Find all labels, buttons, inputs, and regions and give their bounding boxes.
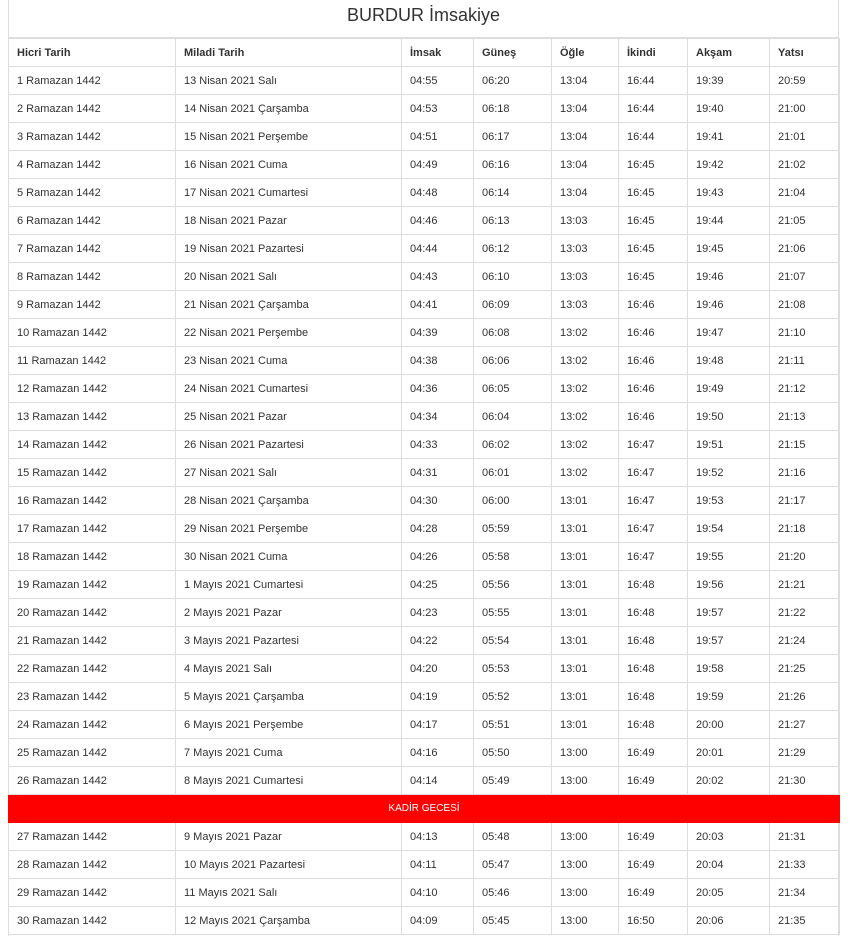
cell-ikindi: 16:48: [619, 599, 688, 627]
cell-yatsi: 21:22: [770, 599, 840, 627]
cell-ogle: 13:00: [552, 879, 619, 907]
cell-imsak: 04:28: [402, 515, 474, 543]
cell-miladi-tarih: 15 Nisan 2021 Perşembe: [176, 123, 402, 151]
cell-gunes: 06:16: [474, 151, 552, 179]
cell-gunes: 06:04: [474, 403, 552, 431]
cell-hicri-tarih: 4 Ramazan 1442: [9, 151, 176, 179]
cell-imsak: 04:17: [402, 711, 474, 739]
cell-imsak: 04:16: [402, 739, 474, 767]
cell-ikindi: 16:49: [619, 823, 688, 851]
cell-imsak: 04:41: [402, 291, 474, 319]
table-row: [9, 235, 840, 263]
cell-yatsi: 21:05: [770, 207, 840, 235]
cell-gunes: 05:50: [474, 739, 552, 767]
cell-ogle: 13:03: [552, 207, 619, 235]
cell-gunes: 06:02: [474, 431, 552, 459]
table-row: [9, 403, 840, 431]
cell-ikindi: 16:47: [619, 431, 688, 459]
cell-imsak: 04:30: [402, 487, 474, 515]
cell-aksam: 19:46: [688, 291, 770, 319]
cell-ikindi: 16:44: [619, 95, 688, 123]
cell-yatsi: 21:27: [770, 711, 840, 739]
cell-gunes: 05:59: [474, 515, 552, 543]
cell-imsak: 04:38: [402, 347, 474, 375]
cell-ikindi: 16:49: [619, 879, 688, 907]
cell-ikindi: 16:48: [619, 711, 688, 739]
cell-ikindi: 16:44: [619, 123, 688, 151]
cell-yatsi: 21:26: [770, 683, 840, 711]
table-row: [9, 375, 840, 403]
cell-miladi-tarih: 27 Nisan 2021 Salı: [176, 459, 402, 487]
cell-miladi-tarih: 4 Mayıs 2021 Salı: [176, 655, 402, 683]
cell-yatsi: 21:15: [770, 431, 840, 459]
cell-ogle: 13:00: [552, 739, 619, 767]
cell-miladi-tarih: 18 Nisan 2021 Pazar: [176, 207, 402, 235]
cell-ogle: 13:01: [552, 599, 619, 627]
cell-ikindi: 16:46: [619, 319, 688, 347]
table-row: [9, 151, 840, 179]
table-row: [9, 711, 840, 739]
cell-yatsi: 21:08: [770, 291, 840, 319]
cell-ogle: 13:00: [552, 767, 619, 795]
cell-miladi-tarih: 14 Nisan 2021 Çarşamba: [176, 95, 402, 123]
cell-ikindi: 16:49: [619, 739, 688, 767]
cell-aksam: 19:42: [688, 151, 770, 179]
cell-gunes: 05:58: [474, 543, 552, 571]
cell-hicri-tarih: 1 Ramazan 1442: [9, 67, 176, 95]
cell-miladi-tarih: 2 Mayıs 2021 Pazar: [176, 599, 402, 627]
cell-yatsi: 21:25: [770, 655, 840, 683]
table-row: [9, 879, 840, 907]
table-row: [9, 683, 840, 711]
cell-aksam: 19:57: [688, 599, 770, 627]
cell-imsak: 04:22: [402, 627, 474, 655]
cell-gunes: 06:10: [474, 263, 552, 291]
cell-aksam: 19:50: [688, 403, 770, 431]
cell-ogle: 13:00: [552, 823, 619, 851]
table-row: [9, 459, 840, 487]
cell-aksam: 19:39: [688, 67, 770, 95]
cell-hicri-tarih: 16 Ramazan 1442: [9, 487, 176, 515]
header-row: [9, 39, 840, 67]
cell-miladi-tarih: 24 Nisan 2021 Cumartesi: [176, 375, 402, 403]
cell-yatsi: 21:00: [770, 95, 840, 123]
cell-yatsi: 21:06: [770, 235, 840, 263]
cell-ikindi: 16:47: [619, 543, 688, 571]
cell-ogle: 13:01: [552, 487, 619, 515]
cell-hicri-tarih: 26 Ramazan 1442: [9, 767, 176, 795]
cell-gunes: 05:52: [474, 683, 552, 711]
cell-imsak: 04:14: [402, 767, 474, 795]
cell-hicri-tarih: 5 Ramazan 1442: [9, 179, 176, 207]
cell-ogle: 13:01: [552, 571, 619, 599]
cell-aksam: 19:46: [688, 263, 770, 291]
cell-gunes: 06:01: [474, 459, 552, 487]
cell-aksam: 19:43: [688, 179, 770, 207]
cell-aksam: 19:48: [688, 347, 770, 375]
cell-ikindi: 16:48: [619, 683, 688, 711]
cell-aksam: 19:58: [688, 655, 770, 683]
cell-imsak: 04:39: [402, 319, 474, 347]
cell-gunes: 06:09: [474, 291, 552, 319]
cell-yatsi: 21:35: [770, 907, 840, 935]
table-row: [9, 431, 840, 459]
table-header: [9, 39, 840, 67]
cell-ikindi: 16:46: [619, 375, 688, 403]
cell-hicri-tarih: 24 Ramazan 1442: [9, 711, 176, 739]
cell-ikindi: 16:48: [619, 571, 688, 599]
cell-gunes: 06:08: [474, 319, 552, 347]
cell-gunes: 05:46: [474, 879, 552, 907]
cell-imsak: 04:26: [402, 543, 474, 571]
cell-miladi-tarih: 17 Nisan 2021 Cumartesi: [176, 179, 402, 207]
cell-ogle: 13:04: [552, 151, 619, 179]
cell-hicri-tarih: 20 Ramazan 1442: [9, 599, 176, 627]
cell-imsak: 04:19: [402, 683, 474, 711]
cell-ikindi: 16:47: [619, 487, 688, 515]
table-row: [9, 207, 840, 235]
cell-ikindi: 16:45: [619, 179, 688, 207]
cell-aksam: 19:53: [688, 487, 770, 515]
cell-aksam: 19:51: [688, 431, 770, 459]
cell-yatsi: 21:18: [770, 515, 840, 543]
cell-ogle: 13:02: [552, 347, 619, 375]
cell-gunes: 06:05: [474, 375, 552, 403]
cell-aksam: 19:47: [688, 319, 770, 347]
cell-imsak: 04:20: [402, 655, 474, 683]
table-row: [9, 571, 840, 599]
cell-aksam: 20:04: [688, 851, 770, 879]
cell-ikindi: 16:47: [619, 459, 688, 487]
cell-hicri-tarih: 9 Ramazan 1442: [9, 291, 176, 319]
table-row: [9, 739, 840, 767]
cell-gunes: 06:20: [474, 67, 552, 95]
cell-miladi-tarih: 7 Mayıs 2021 Cuma: [176, 739, 402, 767]
cell-yatsi: 21:12: [770, 375, 840, 403]
cell-imsak: 04:43: [402, 263, 474, 291]
cell-aksam: 19:45: [688, 235, 770, 263]
header-ikindi: İkindi: [619, 39, 688, 67]
cell-gunes: 06:12: [474, 235, 552, 263]
cell-yatsi: 21:13: [770, 403, 840, 431]
cell-hicri-tarih: 27 Ramazan 1442: [9, 823, 176, 851]
cell-yatsi: 21:02: [770, 151, 840, 179]
cell-imsak: 04:33: [402, 431, 474, 459]
cell-imsak: 04:11: [402, 851, 474, 879]
cell-aksam: 20:06: [688, 907, 770, 935]
cell-gunes: 05:49: [474, 767, 552, 795]
cell-aksam: 19:49: [688, 375, 770, 403]
cell-gunes: 06:14: [474, 179, 552, 207]
cell-miladi-tarih: 23 Nisan 2021 Cuma: [176, 347, 402, 375]
table-row: [9, 515, 840, 543]
table-row: [9, 123, 840, 151]
table-row: [9, 627, 840, 655]
table-row: [9, 263, 840, 291]
cell-gunes: 05:54: [474, 627, 552, 655]
cell-ikindi: 16:49: [619, 767, 688, 795]
cell-miladi-tarih: 6 Mayıs 2021 Perşembe: [176, 711, 402, 739]
cell-hicri-tarih: 29 Ramazan 1442: [9, 879, 176, 907]
cell-imsak: 04:44: [402, 235, 474, 263]
table-row: [9, 67, 840, 95]
cell-aksam: 20:00: [688, 711, 770, 739]
table-row: [9, 907, 840, 935]
cell-gunes: 06:00: [474, 487, 552, 515]
cell-yatsi: 21:34: [770, 879, 840, 907]
cell-ogle: 13:04: [552, 67, 619, 95]
table-row: [9, 291, 840, 319]
cell-hicri-tarih: 23 Ramazan 1442: [9, 683, 176, 711]
cell-gunes: 05:47: [474, 851, 552, 879]
cell-hicri-tarih: 10 Ramazan 1442: [9, 319, 176, 347]
cell-gunes: 05:51: [474, 711, 552, 739]
cell-aksam: 19:40: [688, 95, 770, 123]
cell-aksam: 19:44: [688, 207, 770, 235]
cell-aksam: 19:55: [688, 543, 770, 571]
cell-hicri-tarih: 2 Ramazan 1442: [9, 95, 176, 123]
cell-imsak: 04:49: [402, 151, 474, 179]
cell-miladi-tarih: 28 Nisan 2021 Çarşamba: [176, 487, 402, 515]
cell-gunes: 06:18: [474, 95, 552, 123]
cell-miladi-tarih: 13 Nisan 2021 Salı: [176, 67, 402, 95]
cell-ogle: 13:00: [552, 851, 619, 879]
cell-yatsi: 21:21: [770, 571, 840, 599]
cell-hicri-tarih: 30 Ramazan 1442: [9, 907, 176, 935]
cell-ikindi: 16:50: [619, 907, 688, 935]
header-gunes: Güneş: [474, 39, 552, 67]
header-yatsi: Yatsı: [770, 39, 840, 67]
header-ogle: Öğle: [552, 39, 619, 67]
table-row: [9, 319, 840, 347]
cell-imsak: 04:23: [402, 599, 474, 627]
cell-hicri-tarih: 12 Ramazan 1442: [9, 375, 176, 403]
cell-ogle: 13:01: [552, 627, 619, 655]
cell-gunes: 05:53: [474, 655, 552, 683]
cell-imsak: 04:25: [402, 571, 474, 599]
cell-imsak: 04:51: [402, 123, 474, 151]
kadir-gecesi-row: [9, 795, 840, 823]
cell-ogle: 13:01: [552, 683, 619, 711]
cell-ogle: 13:02: [552, 403, 619, 431]
cell-hicri-tarih: 18 Ramazan 1442: [9, 543, 176, 571]
table-row: [9, 767, 840, 795]
cell-miladi-tarih: 30 Nisan 2021 Cuma: [176, 543, 402, 571]
cell-ikindi: 16:44: [619, 67, 688, 95]
cell-yatsi: 21:01: [770, 123, 840, 151]
cell-ikindi: 16:48: [619, 627, 688, 655]
cell-miladi-tarih: 5 Mayıs 2021 Çarşamba: [176, 683, 402, 711]
cell-miladi-tarih: 3 Mayıs 2021 Pazartesi: [176, 627, 402, 655]
cell-ogle: 13:03: [552, 235, 619, 263]
cell-hicri-tarih: 8 Ramazan 1442: [9, 263, 176, 291]
table-row: [9, 95, 840, 123]
cell-imsak: 04:36: [402, 375, 474, 403]
cell-ogle: 13:04: [552, 123, 619, 151]
cell-yatsi: 21:11: [770, 347, 840, 375]
cell-yatsi: 21:29: [770, 739, 840, 767]
cell-miladi-tarih: 22 Nisan 2021 Perşembe: [176, 319, 402, 347]
cell-yatsi: 21:16: [770, 459, 840, 487]
table-body: [9, 67, 840, 935]
cell-miladi-tarih: 9 Mayıs 2021 Pazar: [176, 823, 402, 851]
cell-hicri-tarih: 13 Ramazan 1442: [9, 403, 176, 431]
header-miladi-tarih: Miladi Tarih: [176, 39, 402, 67]
cell-hicri-tarih: 3 Ramazan 1442: [9, 123, 176, 151]
cell-ikindi: 16:45: [619, 263, 688, 291]
cell-ikindi: 16:46: [619, 403, 688, 431]
cell-ikindi: 16:46: [619, 291, 688, 319]
cell-aksam: 19:54: [688, 515, 770, 543]
cell-yatsi: 21:07: [770, 263, 840, 291]
cell-imsak: 04:34: [402, 403, 474, 431]
cell-ikindi: 16:46: [619, 347, 688, 375]
cell-ogle: 13:01: [552, 655, 619, 683]
cell-miladi-tarih: 20 Nisan 2021 Salı: [176, 263, 402, 291]
cell-hicri-tarih: 21 Ramazan 1442: [9, 627, 176, 655]
page-title: BURDUR İmsakiye: [8, 0, 839, 38]
cell-ogle: 13:04: [552, 179, 619, 207]
cell-ogle: 13:01: [552, 543, 619, 571]
cell-aksam: 19:41: [688, 123, 770, 151]
cell-ogle: 13:02: [552, 375, 619, 403]
cell-ikindi: 16:47: [619, 515, 688, 543]
cell-yatsi: 21:24: [770, 627, 840, 655]
cell-yatsi: 21:20: [770, 543, 840, 571]
cell-hicri-tarih: 28 Ramazan 1442: [9, 851, 176, 879]
cell-aksam: 20:01: [688, 739, 770, 767]
cell-yatsi: 21:10: [770, 319, 840, 347]
cell-hicri-tarih: 7 Ramazan 1442: [9, 235, 176, 263]
header-imsak: İmsak: [402, 39, 474, 67]
cell-miladi-tarih: 1 Mayıs 2021 Cumartesi: [176, 571, 402, 599]
cell-imsak: 04:48: [402, 179, 474, 207]
cell-ogle: 13:02: [552, 319, 619, 347]
cell-miladi-tarih: 10 Mayıs 2021 Pazartesi: [176, 851, 402, 879]
cell-imsak: 04:10: [402, 879, 474, 907]
cell-aksam: 19:59: [688, 683, 770, 711]
cell-ogle: 13:01: [552, 515, 619, 543]
kadir-gecesi-label: KADİR GECESİ: [9, 795, 840, 823]
cell-yatsi: 21:30: [770, 767, 840, 795]
cell-miladi-tarih: 21 Nisan 2021 Çarşamba: [176, 291, 402, 319]
cell-ogle: 13:03: [552, 291, 619, 319]
cell-yatsi: 21:17: [770, 487, 840, 515]
cell-ikindi: 16:48: [619, 655, 688, 683]
cell-miladi-tarih: 12 Mayıs 2021 Çarşamba: [176, 907, 402, 935]
table-row: [9, 599, 840, 627]
cell-hicri-tarih: 11 Ramazan 1442: [9, 347, 176, 375]
table-row: [9, 543, 840, 571]
cell-miladi-tarih: 25 Nisan 2021 Pazar: [176, 403, 402, 431]
cell-hicri-tarih: 17 Ramazan 1442: [9, 515, 176, 543]
cell-aksam: 19:56: [688, 571, 770, 599]
cell-aksam: 19:52: [688, 459, 770, 487]
cell-imsak: 04:53: [402, 95, 474, 123]
cell-hicri-tarih: 15 Ramazan 1442: [9, 459, 176, 487]
cell-gunes: 05:56: [474, 571, 552, 599]
cell-miladi-tarih: 16 Nisan 2021 Cuma: [176, 151, 402, 179]
cell-imsak: 04:09: [402, 907, 474, 935]
cell-hicri-tarih: 22 Ramazan 1442: [9, 655, 176, 683]
cell-imsak: 04:55: [402, 67, 474, 95]
cell-hicri-tarih: 14 Ramazan 1442: [9, 431, 176, 459]
cell-gunes: 05:48: [474, 823, 552, 851]
table-row: [9, 851, 840, 879]
cell-ogle: 13:04: [552, 95, 619, 123]
cell-yatsi: 21:04: [770, 179, 840, 207]
table-row: [9, 347, 840, 375]
table-row: [9, 655, 840, 683]
cell-ogle: 13:02: [552, 459, 619, 487]
cell-hicri-tarih: 25 Ramazan 1442: [9, 739, 176, 767]
cell-aksam: 20:02: [688, 767, 770, 795]
cell-gunes: 06:06: [474, 347, 552, 375]
cell-ogle: 13:01: [552, 711, 619, 739]
table-row: [9, 487, 840, 515]
cell-gunes: 06:13: [474, 207, 552, 235]
cell-yatsi: 21:31: [770, 823, 840, 851]
table-row: [9, 823, 840, 851]
cell-miladi-tarih: 19 Nisan 2021 Pazartesi: [176, 235, 402, 263]
cell-gunes: 05:45: [474, 907, 552, 935]
cell-imsak: 04:46: [402, 207, 474, 235]
cell-ikindi: 16:45: [619, 151, 688, 179]
cell-hicri-tarih: 6 Ramazan 1442: [9, 207, 176, 235]
cell-ogle: 13:03: [552, 263, 619, 291]
cell-gunes: 06:17: [474, 123, 552, 151]
cell-ikindi: 16:45: [619, 207, 688, 235]
cell-imsak: 04:31: [402, 459, 474, 487]
cell-aksam: 20:03: [688, 823, 770, 851]
cell-ogle: 13:00: [552, 907, 619, 935]
cell-miladi-tarih: 11 Mayıs 2021 Salı: [176, 879, 402, 907]
cell-imsak: 04:13: [402, 823, 474, 851]
cell-ogle: 13:02: [552, 431, 619, 459]
cell-aksam: 19:57: [688, 627, 770, 655]
header-aksam: Akşam: [688, 39, 770, 67]
cell-ikindi: 16:45: [619, 235, 688, 263]
cell-hicri-tarih: 19 Ramazan 1442: [9, 571, 176, 599]
table-row: [9, 179, 840, 207]
cell-yatsi: 21:33: [770, 851, 840, 879]
header-hicri-tarih: Hicri Tarih: [9, 39, 176, 67]
cell-aksam: 20:05: [688, 879, 770, 907]
imsakiye-table: [8, 38, 840, 935]
cell-ikindi: 16:49: [619, 851, 688, 879]
cell-miladi-tarih: 8 Mayıs 2021 Cumartesi: [176, 767, 402, 795]
cell-miladi-tarih: 29 Nisan 2021 Perşembe: [176, 515, 402, 543]
cell-yatsi: 20:59: [770, 67, 840, 95]
cell-miladi-tarih: 26 Nisan 2021 Pazartesi: [176, 431, 402, 459]
cell-gunes: 05:55: [474, 599, 552, 627]
